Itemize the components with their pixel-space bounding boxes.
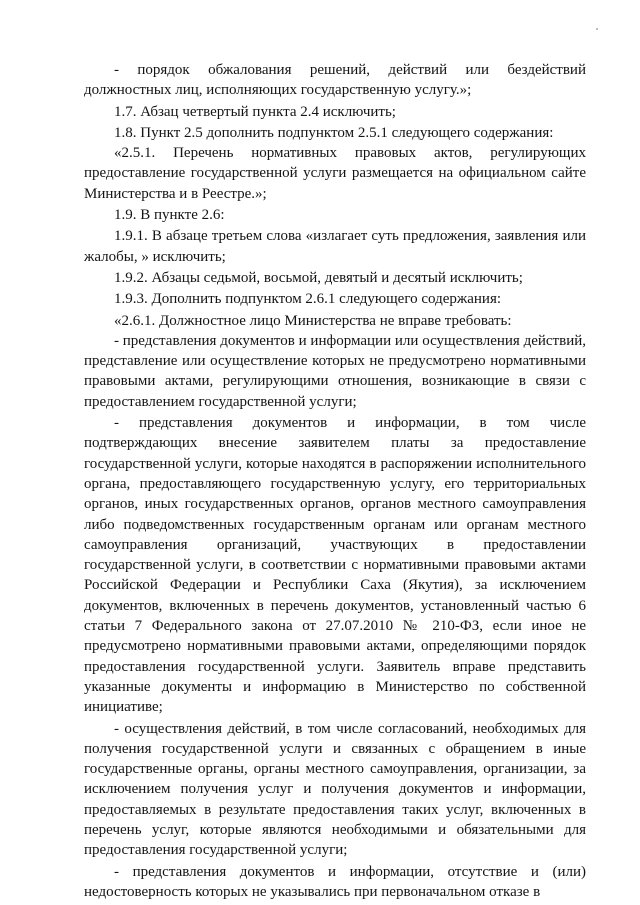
paragraph-1-9: 1.9. В пункте 2.6: (114, 207, 225, 224)
scan-mark (596, 28, 598, 30)
paragraph-2-5-1: «2.5.1. Перечень нормативных правовых актов, регулирующих предоставление государственной услуги размещается на официальном сайте Министерства и в Реестре.»; (84, 145, 586, 202)
list-item-missing-documents: - представления документов и информации, отсутствие и (или) недостоверность которых не указывались при первоначальном отказе в (84, 863, 586, 900)
paragraph-1-9-3: 1.9.3. Дополнить подпунктом 2.6.1 следующего содержания: (114, 291, 502, 308)
list-item-actions-approvals: - осуществления действий, в том числе согласований, необходимых для получения государственной услуги и связанных с обращением в иные государственные органы, органы местного самоуправления, организации, за исключением получения услуг и получения документов и информации, предоставляемых в результате предоставления таких услуг, включенных в перечень услуг, которые являются необходимыми и обязательными для предоставления государственной услуги; (84, 720, 586, 859)
paragraph-2-6-1: «2.6.1. Должностное лицо Министерства не вправе требовать: (114, 312, 512, 329)
paragraph-1-8: 1.8. Пункт 2.5 дополнить подпунктом 2.5.1 следующего содержания: (114, 124, 554, 141)
paragraph-1-9-2: 1.9.2. Абзацы седьмой, восьмой, девятый и десятый исключить; (114, 269, 523, 286)
list-item-documents-actions: - представления документов и информации или осуществления действий, представление или осуществление которых не предусмотрено нормативными правовыми актами, регулирующими отношения, возникающие в связи с предоставлением государственной услуги; (84, 332, 586, 410)
paragraph-1-7: 1.7. Абзац четвертый пункта 2.4 исключить; (114, 103, 396, 120)
document-body (84, 60, 586, 902)
paragraph-appeal-procedure: - порядок обжалования решений, действий или бездействий должностных лиц, исполняющих государственную услугу.»; (84, 62, 586, 99)
paragraph-1-9-1: 1.9.1. В абзаце третьем слова «излагает суть предложения, заявления или жалобы, » исключить; (84, 228, 586, 265)
list-item-documents-information: - представления документов и информации, в том числе подтверждающих внесение заявителем платы за предоставление государственной услуги, которые находятся в распоряжении исполнительного органа, предоставляющего государственную услугу, его территориальных органов, иных государственных органов, органов местного самоуправления либо подведомственных государственным органам или органам местного самоуправления организаций, участвующих в предоставлении государственной услуги, в соответствии с нормативными правовыми актами Российской Федерации и Республики Саха (Якутия), за исключением документов, включенных в перечень документов, установленный частью 6 статьи 7 Федерального закона от 27.07.2010 № 210-ФЗ, если иное не предусмотрено нормативными правовыми актами, определяющими порядок предоставления государственной услуги. Заявитель вправе представить указанные документы и информацию в Министерство по собственной инициативе; (84, 415, 586, 716)
